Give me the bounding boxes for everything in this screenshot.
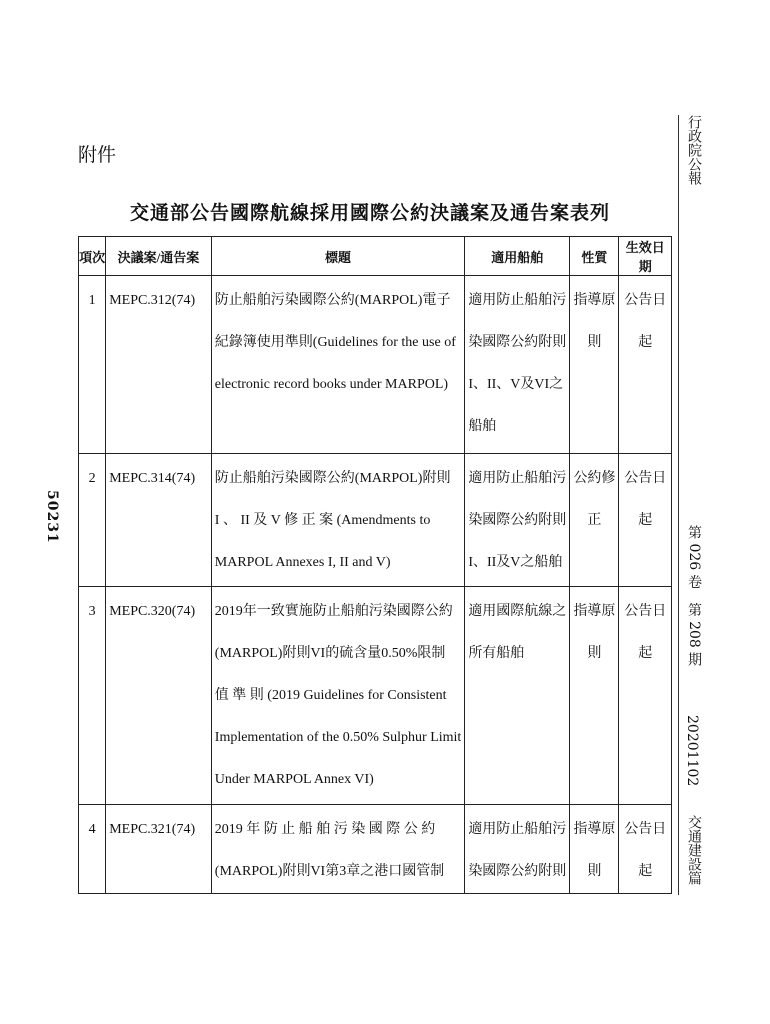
header-nature: 性質 bbox=[570, 237, 619, 276]
cell-applicable-ships bbox=[465, 587, 570, 805]
cell-no: 2 bbox=[79, 454, 106, 587]
ship-line: 船舶 bbox=[468, 419, 497, 434]
title-line: (MARPOL)附則VI的硫含量0.50%限制 bbox=[214, 646, 446, 661]
ship-line: 適用防止船舶污 bbox=[468, 293, 567, 308]
cell-title bbox=[211, 805, 465, 894]
cell-resolution: MEPC.321(74) bbox=[106, 805, 212, 894]
ship-line: 染國際公約附則 bbox=[468, 513, 567, 528]
title-line: 2019 年 防 止 船 舶 污 染 國 際 公 約 bbox=[214, 822, 436, 837]
cell-effective-date: 公告日起 bbox=[619, 587, 672, 805]
header-resolution: 決議案/通告案 bbox=[106, 237, 212, 276]
ship-line: I、II、V及VI之 bbox=[468, 377, 564, 392]
ship-line: 所有船舶 bbox=[468, 646, 525, 661]
cell-nature: 指導原則 bbox=[570, 805, 619, 894]
gazette-name: 行政院公報 bbox=[686, 115, 702, 185]
ship-line: 染國際公約附則 bbox=[468, 864, 567, 879]
cell-effective-date: 公告日起 bbox=[619, 805, 672, 894]
issue-info: 第 026 卷 第 208 期 bbox=[686, 525, 702, 667]
ship-line: 適用防止船舶污 bbox=[468, 822, 567, 837]
title-line: electronic record books under MARPOL) bbox=[214, 377, 449, 392]
title-line: (MARPOL)附則VI第3章之港口國管制 bbox=[214, 864, 445, 879]
cell-title bbox=[211, 587, 465, 805]
ship-line: 適用防止船舶污 bbox=[468, 471, 567, 486]
attachment-label: 附件 bbox=[78, 144, 117, 166]
cell-effective-date: 公告日起 bbox=[619, 276, 672, 454]
header-title: 標題 bbox=[211, 237, 465, 276]
cell-nature: 公約修正 bbox=[570, 454, 619, 587]
section-name: 交通建設篇 bbox=[686, 815, 702, 885]
cell-no: 3 bbox=[79, 587, 106, 805]
cell-nature: 指導原則 bbox=[570, 587, 619, 805]
cell-applicable-ships bbox=[465, 454, 570, 587]
title-line: 紀錄簿使用準則(Guidelines for the use of bbox=[214, 335, 456, 350]
ship-line: 適用國際航線之 bbox=[468, 604, 567, 619]
ship-line: I、II及V之船舶 bbox=[468, 555, 563, 570]
cell-title bbox=[211, 454, 465, 587]
cell-title bbox=[211, 276, 465, 454]
header-applicable-ships: 適用船舶 bbox=[465, 237, 570, 276]
header-item-no: 項次 bbox=[79, 237, 106, 276]
cell-effective-date: 公告日起 bbox=[619, 454, 672, 587]
table-header-row bbox=[79, 237, 672, 276]
title-line: Under MARPOL Annex VI) bbox=[214, 772, 374, 787]
header-effective-date: 生效日期 bbox=[619, 237, 672, 276]
table-row bbox=[79, 805, 672, 894]
table-row bbox=[79, 587, 672, 805]
title-line: 2019年一致實施防止船舶污染國際公約 bbox=[214, 604, 453, 619]
title-line: I 、 II 及 V 修 正 案 (Amendments to bbox=[214, 513, 431, 528]
title-line: 值 準 則 (2019 Guidelines for Consistent bbox=[214, 688, 447, 703]
cell-applicable-ships bbox=[465, 276, 570, 454]
cell-nature: 指導原則 bbox=[570, 276, 619, 454]
cell-resolution: MEPC.314(74) bbox=[106, 454, 212, 587]
document-title: 交通部公告國際航線採用國際公約決議案及通告案表列 bbox=[129, 202, 610, 224]
side-divider bbox=[678, 115, 679, 895]
cell-applicable-ships bbox=[465, 805, 570, 894]
cell-resolution: MEPC.320(74) bbox=[106, 587, 212, 805]
title-line: Implementation of the 0.50% Sulphur Limit bbox=[214, 730, 462, 745]
cell-no: 1 bbox=[79, 276, 106, 454]
title-line: 防止船舶污染國際公約(MARPOL)附則 bbox=[214, 471, 451, 486]
publication-date: 20201102 bbox=[684, 715, 700, 787]
page-number: 50231 bbox=[44, 490, 60, 544]
table-row bbox=[79, 276, 672, 454]
ship-line: 染國際公約附則 bbox=[468, 335, 567, 350]
title-line: 防止船舶污染國際公約(MARPOL)電子 bbox=[214, 293, 451, 308]
title-line: MARPOL Annexes I, II and V) bbox=[214, 555, 391, 570]
resolution-table bbox=[78, 236, 672, 894]
cell-resolution: MEPC.312(74) bbox=[106, 276, 212, 454]
cell-no: 4 bbox=[79, 805, 106, 894]
table-row bbox=[79, 454, 672, 587]
